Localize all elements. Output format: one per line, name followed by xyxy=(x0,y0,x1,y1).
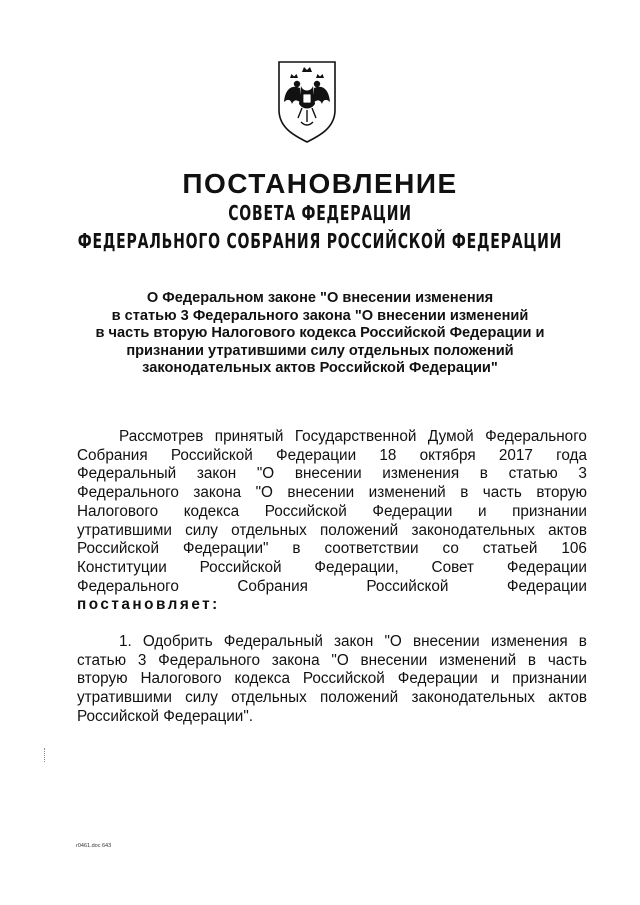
word: принятый xyxy=(214,428,284,445)
word: закона xyxy=(271,651,320,669)
subject-line: О Федеральном законе "О внесении изменения xyxy=(146,290,494,306)
word: Федерации, xyxy=(314,558,399,576)
margin-mark xyxy=(44,748,46,762)
text-line xyxy=(77,559,587,578)
issuing-body-line1: СОВЕТА ФЕДЕРАЦИИ xyxy=(228,201,412,225)
word: Собрания xyxy=(237,577,308,595)
word: "О xyxy=(255,484,273,502)
word: внесении xyxy=(294,465,362,483)
word: "О xyxy=(384,633,402,650)
word: изменения xyxy=(490,633,568,650)
subject-line: признании утратившими силу отдельных положений xyxy=(126,342,514,359)
word: Российской xyxy=(77,540,159,558)
word: Совет xyxy=(431,558,475,576)
word: внесении xyxy=(287,484,355,502)
word: 1. xyxy=(119,633,132,650)
word: Федеральный xyxy=(223,633,323,650)
resolves-word: постановляет: xyxy=(77,596,220,614)
text-line xyxy=(77,689,587,708)
word: статьей xyxy=(482,540,538,558)
word: октября xyxy=(419,446,476,464)
word: со xyxy=(442,540,459,558)
word: актов xyxy=(548,521,587,539)
word: 3 xyxy=(137,651,147,669)
word: Налогового xyxy=(77,502,159,520)
word: отдельных xyxy=(231,689,307,707)
word: отдельных xyxy=(231,521,307,539)
issuing-body-line2: ФЕДЕРАЛЬНОГО СОБРАНИЯ РОССИЙСКОЙ ФЕДЕРАЦИИ xyxy=(77,229,563,253)
word: Одобрить xyxy=(142,633,213,650)
word: Федерации" xyxy=(182,540,269,558)
word: силу xyxy=(185,521,218,539)
text-line xyxy=(77,708,587,727)
word: утратившими xyxy=(77,521,172,539)
word: внесении xyxy=(360,651,428,669)
word: в xyxy=(479,465,488,483)
word: года xyxy=(556,446,587,464)
word: соответствии xyxy=(324,540,419,558)
text-line xyxy=(77,670,587,689)
subject-line: законодательных актов Российской Федерации" xyxy=(142,360,498,376)
word: часть xyxy=(547,651,587,669)
word: Государственной xyxy=(294,428,417,445)
word: изменений xyxy=(368,484,446,502)
word: закон xyxy=(334,633,374,650)
word: Федерального xyxy=(77,577,179,595)
word: 18 xyxy=(379,446,397,464)
word: Федерации xyxy=(276,446,357,464)
word: в xyxy=(292,540,301,558)
word: Российской Федерации". xyxy=(77,707,254,725)
word: изменения xyxy=(382,465,460,483)
word: законодательных xyxy=(411,689,535,707)
word: в xyxy=(460,484,469,502)
word: Рассмотрев xyxy=(119,428,204,445)
word: статью xyxy=(77,651,127,669)
word: Федерации xyxy=(372,502,453,520)
word: статью xyxy=(508,465,558,483)
word: кодекса xyxy=(234,670,290,688)
word: положений xyxy=(320,521,399,539)
file-code: r0461.doc 643 xyxy=(76,843,112,849)
text-line xyxy=(77,503,587,522)
word: 3 xyxy=(578,465,587,483)
text-line xyxy=(77,428,587,447)
subject-line: в часть вторую Налогового кодекса Российской Федерации и xyxy=(95,325,545,341)
word: Налогового xyxy=(140,670,222,688)
word: закона xyxy=(193,484,242,502)
word: Российской xyxy=(199,558,282,576)
document-title: ПОСТАНОВЛЕНИЕ xyxy=(182,168,458,199)
word: Федерального xyxy=(77,484,179,502)
word: Федерального xyxy=(158,651,261,669)
text-line xyxy=(77,465,587,484)
word: и xyxy=(490,670,500,688)
word: кодекса xyxy=(183,502,240,520)
text-line xyxy=(77,652,587,671)
word: силу xyxy=(185,689,218,707)
text-line xyxy=(77,484,587,503)
word: признании xyxy=(512,670,587,688)
text-line xyxy=(77,633,587,652)
subject-line: в статью 3 Федерального закона "О внесении изменений xyxy=(111,307,529,324)
word: Федерации xyxy=(506,577,587,595)
text-line xyxy=(77,578,587,597)
word: в xyxy=(527,651,537,669)
word: Федерации xyxy=(397,670,478,688)
word: 2017 xyxy=(498,446,533,464)
word: законодательных xyxy=(411,521,535,539)
word: часть xyxy=(482,484,522,502)
word: признании xyxy=(512,502,587,520)
word: Российской xyxy=(170,446,253,464)
word: Федеральный xyxy=(77,465,177,483)
coat-of-arms-icon xyxy=(275,58,339,144)
word: актов xyxy=(548,689,587,707)
word: Российской xyxy=(264,502,347,520)
word: вторую xyxy=(536,484,587,502)
word: "О xyxy=(256,465,275,483)
word: вторую xyxy=(77,670,128,688)
word: и xyxy=(477,502,487,520)
clause-1-paragraph xyxy=(77,633,587,727)
word: Федерации xyxy=(506,558,587,576)
word: Собрания xyxy=(77,446,148,464)
text-line xyxy=(77,540,587,559)
word: 106 xyxy=(561,540,587,558)
word: положений xyxy=(320,689,399,707)
preamble-paragraph xyxy=(77,428,587,615)
word: Федерального xyxy=(485,428,587,445)
word: утратившими xyxy=(77,689,172,707)
word: Думой xyxy=(427,428,474,445)
text-line xyxy=(77,447,587,466)
word: "О xyxy=(331,651,349,669)
word: в xyxy=(578,633,587,650)
word: изменений xyxy=(439,651,517,669)
word: Российской xyxy=(366,577,449,595)
word: внесении xyxy=(412,633,480,650)
word: Российской xyxy=(302,670,385,688)
text-line xyxy=(77,522,587,541)
subject-heading xyxy=(60,290,580,378)
word: Конституции xyxy=(77,558,167,576)
word: закон xyxy=(196,465,237,483)
